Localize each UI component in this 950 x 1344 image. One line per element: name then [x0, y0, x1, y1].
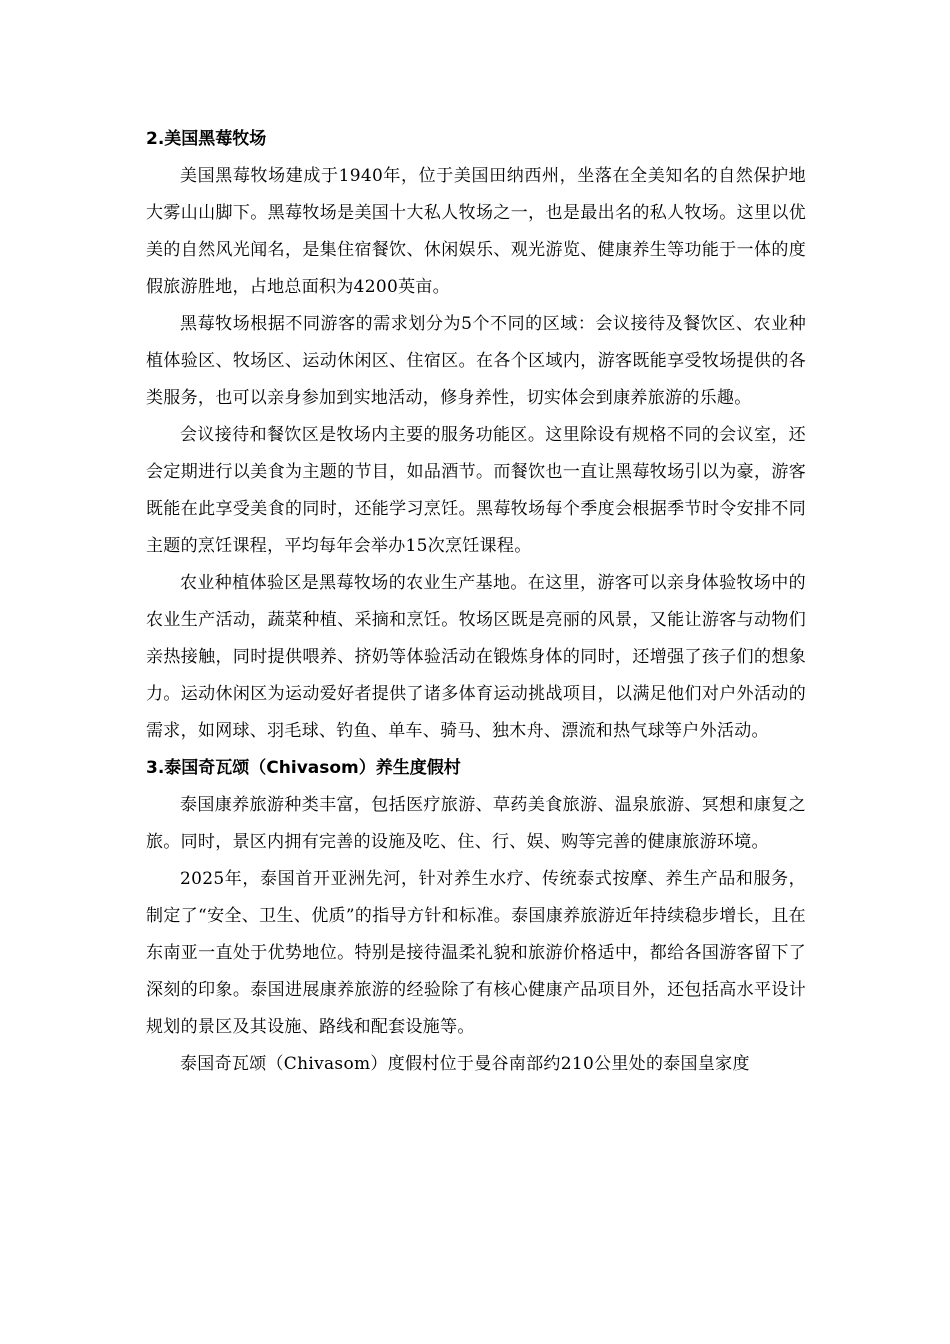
- section-heading-blackberry-farm: 2.美国黑莓牧场: [146, 129, 267, 149]
- paragraph-farm-agriculture: 农业种植体验区是黑莓牧场的农业生产基地。在这里，游客可以亲身体验牧场中的农业生产活动，蔬菜种植、采摘和烹饪。牧场区既是亮丽的风景，又能让游客与动物们亲热接触，同时提供喂养、挤奶等体验活动在锻炼身体的同时，还增强了孩子们的想象力。运动休闲区为运动爱好者提供了诸多体育运动挑战项目，以满足他们对户外活动的需求，如网球、羽毛球、钓鱼、单车、骑马、独木舟、漂流和热气球等户外活动。: [146, 573, 806, 741]
- document-body: [146, 121, 806, 1083]
- paragraph-thailand-standards: 2025年，泰国首开亚洲先河，针对养生水疗、传统泰式按摩、养生产品和服务，制定了“安全、卫生、优质”的指导方针和标准。泰国康养旅游近年持续稳步增长，且在东南亚一直处于优势地位。特别是接待温柔礼貌和旅游价格适中，都给各国游客留下了深刻的印象。泰国进展康养旅游的经验除了有核心健康产品项目外，还包括高水平设计规划的景区及其设施、路线和配套设施等。: [146, 869, 806, 1037]
- paragraph-farm-dining: 会议接待和餐饮区是牧场内主要的服务功能区。这里除设有规格不同的会议室，还会定期进行以美食为主题的节目，如品酒节。而餐饮也一直让黑莓牧场引以为豪，游客既能在此享受美食的同时，还能学习烹饪。黑莓牧场每个季度会根据季节时令安排不同主题的烹饪课程，平均每年会举办15次烹饪课程。: [146, 425, 806, 556]
- paragraph-thailand-overview: 泰国康养旅游种类丰富，包括医疗旅游、草药美食旅游、温泉旅游、冥想和康复之旅。同时，景区内拥有完善的设施及吃、住、行、娱、购等完善的健康旅游环境。: [146, 795, 806, 852]
- paragraph-farm-zones: 黑莓牧场根据不同游客的需求划分为5个不同的区域：会议接待及餐饮区、农业种植体验区、牧场区、运动休闲区、住宿区。在各个区域内，游客既能享受牧场提供的各类服务，也可以亲身参加到实地活动，修身养性，切实体会到康养旅游的乐趣。: [146, 314, 806, 408]
- section-heading-chivasom: 3.泰国奇瓦颂（Chivasom）养生度假村: [146, 758, 461, 778]
- paragraph-chivasom-location: 泰国奇瓦颂（Chivasom）度假村位于曼谷南部约210公里处的泰国皇家度: [180, 1054, 750, 1074]
- paragraph-farm-intro: 美国黑莓牧场建成于1940年，位于美国田纳西州，坐落在全美知名的自然保护地大雾山山脚下。黑莓牧场是美国十大私人牧场之一，也是最出名的私人牧场。这里以优美的自然风光闻名，是集住宿餐饮、休闲娱乐、观光游览、健康养生等功能于一体的度假旅游胜地，占地总面积为4200英亩。: [146, 166, 806, 297]
